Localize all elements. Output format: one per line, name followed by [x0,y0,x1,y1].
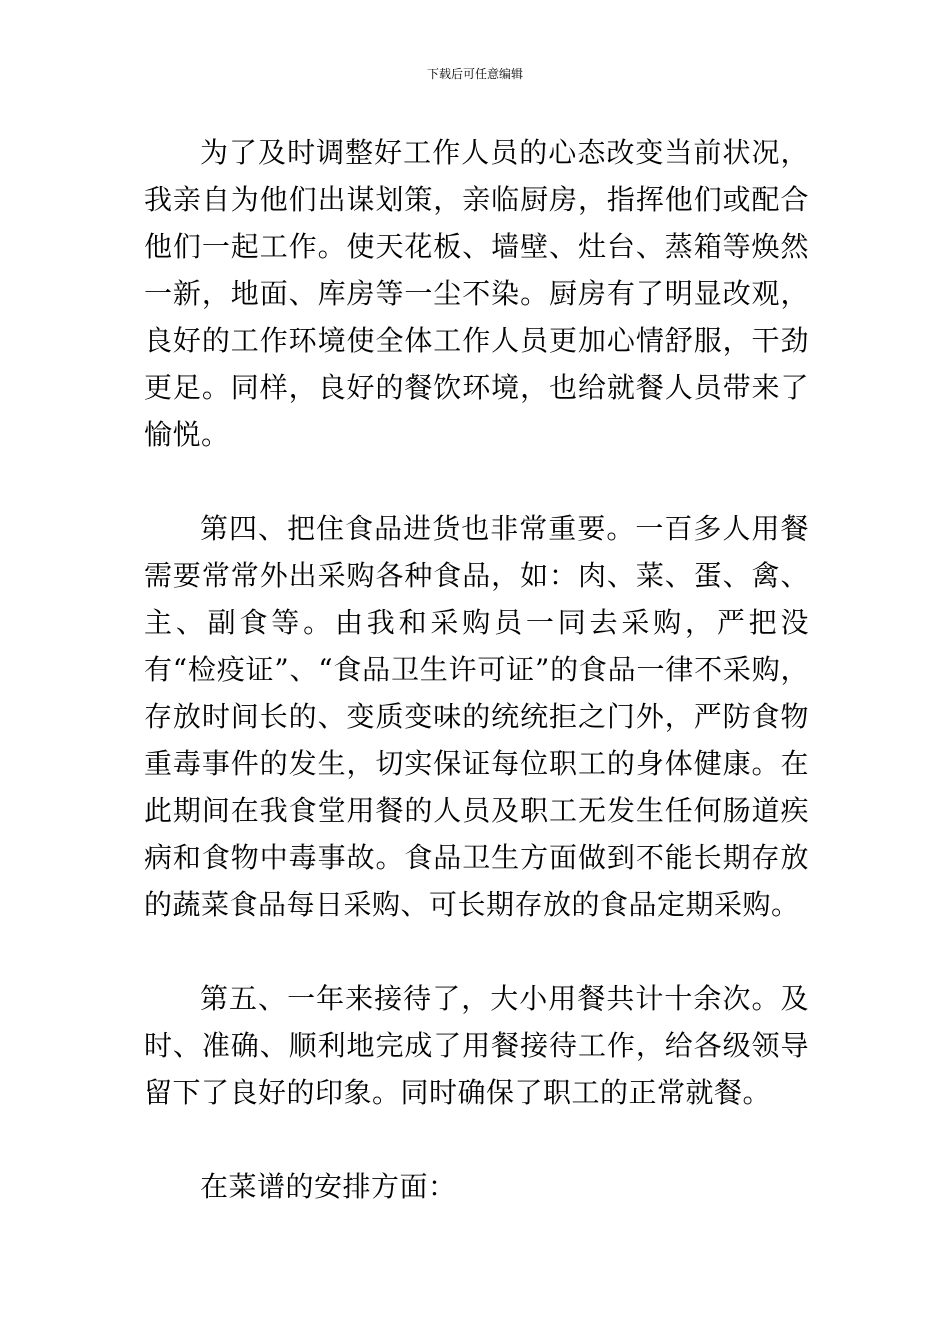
paragraph-gap [144,458,809,505]
paragraph-gap [144,1116,809,1163]
paragraph-reception: 第五、一年来接待了，大小用餐共计十余次。及时、准确、顺利地完成了用餐接待工作，给各级领导留下了良好的印象。同时确保了职工的正常就餐。 [144,982,809,1109]
paragraph-menu-arrangement: 在菜谱的安排方面： [200,1170,457,1203]
paragraph-gap [144,928,809,975]
paragraph-kitchen-environment: 为了及时调整好工作人员的心态改变当前状况，我亲自为他们出谋划策，亲临厨房，指挥他们或配合他们一起工作。使天花板、墙壁、灶台、蒸箱等焕然一新，地面、库房等一尘不染。厨房有了明显改观，良好的工作环境使全体工作人员更加心情舒服，干劲更足。同样，良好的餐饮环境，也给就餐人员带来了愉悦。 [144,136,809,451]
paragraph-food-purchasing: 第四、把住食品进货也非常重要。一百多人用餐需要常常外出采购各种食品，如：肉、菜、蛋、禽、主、副食等。由我和采购员一同去采购，严把没有“检疫证”、“食品卫生许可证”的食品一律不采购，存放时间长的、变质变味的统统拒之门外，严防食物重毒事件的发生，切实保证每位职工的身体健康。在此期间在我食堂用餐的人员及职工无发生任何肠道疾病和食物中毒事故。食品卫生方面做到不能长期存放的蔬菜食品每日采购、可长期存放的食品定期采购。 [144,512,809,921]
document-body [144,129,809,1210]
header-note: 下载后可任意编辑 [426,67,523,81]
